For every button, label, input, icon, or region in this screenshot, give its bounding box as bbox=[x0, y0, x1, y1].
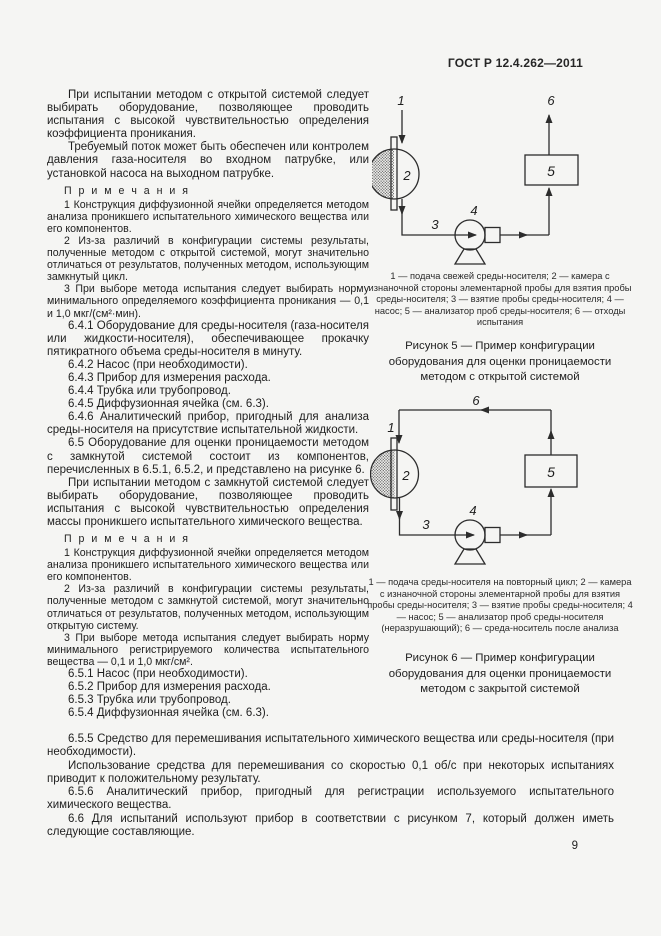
diffusion-cell-icon bbox=[371, 438, 419, 510]
clause-6-5-1: 6.5.1 Насос (при необходимости). bbox=[68, 668, 248, 681]
figure5-label-1: 1 bbox=[397, 93, 405, 108]
figure-6-diagram bbox=[370, 393, 630, 576]
paragraph-open-system: При испытании методом с открытой системой следует выбирать оборудование, позволяющее проводить испытания с высокой чувствительностью определения коэффициента проникания. bbox=[47, 89, 369, 141]
clause-6-4-3: 6.4.3 Прибор для измерения расхода. bbox=[68, 371, 271, 384]
paragraph-flow: Требуемый поток может быть обеспечен или контролем давления газа-носителя во входном патрубке, или установкой насоса на выходном патрубке. bbox=[47, 141, 369, 180]
diffusion-cell-icon bbox=[372, 137, 419, 210]
return-loop-pipe bbox=[399, 393, 551, 410]
note-item: 2 Из-за различий в конфигурации системы результаты, полученные методом с замкнутой системой, могут значительно отличаться от результатов, полученных методом, использующим открытую систему. bbox=[47, 583, 369, 632]
paragraph-closed-system: При испытании методом с замкнутой системой следует выбирать оборудование, позволяющее проводить испытания с высокой чувствительностью определения массы проникшего испытательного химического вещества. bbox=[47, 476, 369, 528]
figure6-label-6: 6 bbox=[472, 393, 480, 408]
paragraph-mixing: Использование средства для перемешивания со скоростью 0,1 об/с при некоторых испытаниях приводит к положительному результату. bbox=[47, 759, 614, 785]
clause-6-4-4: 6.4.4 Трубка или трубопровод. bbox=[68, 385, 231, 398]
figure-5-legend: 1 — подача свежей среды-носителя; 2 — камера с изнаночной стороны элементарной пробы для взятия пробы среды-носителя; 3 — взятие пробы среды-носителя; 4 — насос; 5 — анализатор проб среды-носителя; 6 — отходы испытания bbox=[368, 271, 632, 327]
note-item: 2 Из-за различий в конфигурации системы результаты, полученные методом с открытой системой, могут значительно отличаться от результатов, полученных методом, использующим замкнутый цикл. bbox=[47, 234, 369, 284]
figure5-label-4: 4 bbox=[470, 203, 478, 218]
clause-6-5-5: 6.5.5 Средство для перемешивания испытательного химического вещества или среды-носителя (при необходимости). bbox=[47, 733, 614, 759]
notes-heading: П р и м е ч а н и я bbox=[64, 184, 191, 197]
figure6-label-2: 2 bbox=[402, 468, 410, 483]
note-item: 1 Конструкция диффузионной ячейки определяется методом анализа проникшего испытательного химического вещества или его компонентов. bbox=[47, 547, 369, 584]
full-width-section bbox=[47, 733, 614, 839]
inlet-arrow bbox=[397, 93, 404, 143]
figure5-label-2: 2 bbox=[403, 168, 411, 183]
clause-6-4-6: 6.4.6 Аналитический прибор, пригодный для анализа среды-носителя на присутствие испытательной жидкости. bbox=[47, 411, 369, 437]
figure-6-caption: Рисунок 6 — Пример конфигурации оборудования для оценки проницаемости методом с закрытой системой bbox=[388, 652, 612, 695]
waste-arrow bbox=[547, 93, 555, 155]
clause-6-5-6: 6.5.6 Аналитический прибор, пригодный для регистрации используемого испытательного химического вещества. bbox=[47, 786, 614, 812]
figure-5-caption: Рисунок 5 — Пример конфигурации оборудования для оценки проницаемости методом с открытой системой bbox=[388, 340, 612, 383]
figure6-label-3: 3 bbox=[422, 517, 430, 532]
figure5-label-5: 5 bbox=[547, 163, 555, 179]
notes-heading: П р и м е ч а н и я bbox=[64, 533, 191, 546]
page-number: 9 bbox=[571, 840, 578, 852]
clause-6-5: 6.5 Оборудование для оценки проницаемости методом с замкнутой системой состоит из компонентов, перечисленных в 6.5.1, 6.5.2, и представлено на рисунке 6. bbox=[47, 437, 369, 476]
note-item: 3 При выборе метода испытания следует выбирать норму минимального регистрируемого количества испытательного вещества — 0,1 и 1,0 мкг/см². bbox=[47, 631, 369, 668]
pump-icon bbox=[455, 503, 500, 564]
clause-6-5-3: 6.5.3 Трубка или трубопровод. bbox=[68, 694, 231, 707]
figure5-label-6: 6 bbox=[547, 93, 555, 108]
clause-6-4-5: 6.4.5 Диффузионная ячейка (см. 6.3). bbox=[68, 398, 269, 411]
document-code: ГОСТ Р 12.4.262—2011 bbox=[447, 56, 583, 70]
clause-6-5-2: 6.5.2 Прибор для измерения расхода. bbox=[68, 681, 271, 694]
note-item: 1 Конструкция диффузионной ячейки определяется методом анализа проникшего испытательного химического вещества или его компонентов. bbox=[47, 198, 369, 235]
figure5-label-3: 3 bbox=[431, 217, 439, 232]
clause-6-6: 6.6 Для испытаний используют прибор в соответствии с рисунком 7, который должен иметь следующие составляющие. bbox=[47, 812, 614, 839]
clause-6-5-4: 6.5.4 Диффузионная ячейка (см. 6.3). bbox=[68, 707, 269, 720]
figure6-label-4: 4 bbox=[469, 503, 477, 518]
clause-6-4-2: 6.4.2 Насос (при необходимости). bbox=[68, 358, 248, 371]
left-text-column bbox=[47, 89, 369, 720]
pipe-to-pump bbox=[402, 212, 476, 235]
pipe-to-pump bbox=[400, 517, 475, 535]
figure6-label-1: 1 bbox=[387, 420, 395, 435]
figure-6-legend: 1 — подача среды-носителя на повторный цикл; 2 — камера с изнаночной стороны элементарной пробы для взятия пробы среды-носителя; 3 — взятие пробы среды-носителя; 4 — насос; 5 — анализатор проб среды-носителя (неразрушающий); 6 — среда-носитель после анализа bbox=[367, 577, 633, 633]
clause-6-4-1: 6.4.1 Оборудование для среды-носителя (газа-носителя или жидкости-носителя), обеспечивающее прокачку пятикратного объема среды-носителя в минуту. bbox=[47, 319, 369, 358]
note-item: 3 При выборе метода испытания следует выбирать норму минимального определяемого коэффициента проникания — 0,1 и 1,0 мкг/(см²·мин). bbox=[47, 283, 369, 320]
pump-icon bbox=[455, 203, 500, 264]
analyzer-box-icon bbox=[525, 455, 577, 487]
analyzer-box-icon bbox=[525, 155, 578, 185]
figure-5-diagram bbox=[372, 88, 630, 272]
figure6-label-5: 5 bbox=[547, 464, 555, 480]
